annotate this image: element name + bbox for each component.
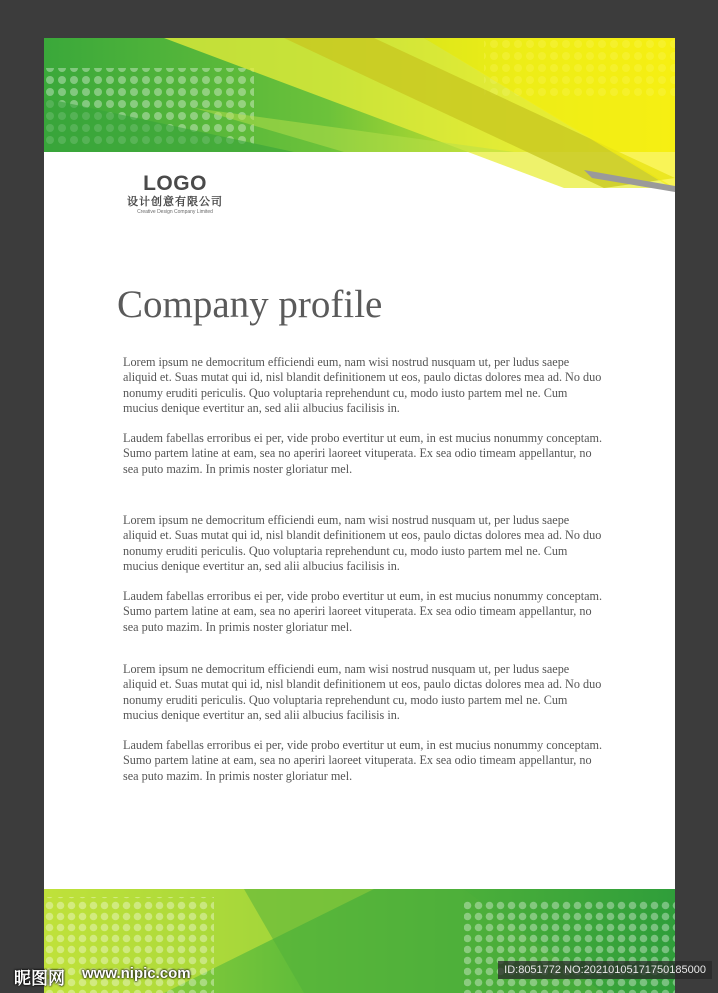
- logo-text: LOGO: [143, 172, 207, 195]
- watermark-site-name: 昵图网: [14, 969, 65, 989]
- company-logo: [110, 173, 240, 216]
- paragraph-6: Laudem fabellas erroribus ei per, vide probo evertitur ut eum, in est mucius nonummy conceptam. Sumo partem latine at eam, sea no aperiri laoreet vituperata. Ex sea odio timeam appellantur, no sea puto mazim. In primis noster gloriatur mel.: [123, 738, 603, 783]
- logo-english-name: Creative Design Company Limited: [137, 209, 213, 215]
- paragraph-4: Laudem fabellas erroribus ei per, vide probo evertitur ut eum, in est mucius nonummy conceptam. Sumo partem latine at eam, sea no aperiri laoreet vituperata. Ex sea odio timeam appellantur, no sea puto mazim. In primis noster gloriatur mel.: [123, 589, 603, 634]
- page-title: Company profile: [117, 283, 383, 326]
- watermark-id: ID:8051772 NO:20210105171750185000: [498, 961, 712, 979]
- paragraph-1: Lorem ipsum ne democritum efficiendi eum, nam wisi nostrud nusquam ut, per ludus saepe aliquid et. Suas mutat qui id, nisl blandit definitionem ut eos, paulo dictas dolores mea ad. No duo nonumy eruditi periculis. Quo voluptaria reprehendunt cu, modo iusto partem mel ne. Cum mucius denique evertitur an, sed alii albucius facilisis in.: [123, 355, 602, 415]
- letterhead-page: [44, 38, 675, 993]
- paragraph-2: Laudem fabellas erroribus ei per, vide probo evertitur ut eum, in est mucius nonummy conceptam. Sumo partem latine at eam, sea no aperiri laoreet vituperata. Ex sea odio timeam appellantur, no sea puto mazim. In primis noster gloriatur mel.: [123, 431, 603, 476]
- paragraph-5: Lorem ipsum ne democritum efficiendi eum, nam wisi nostrud nusquam ut, per ludus saepe aliquid et. Suas mutat qui id, nisl blandit definitionem ut eos, paulo dictas dolores mea ad. No duo nonumy eruditi periculis. Quo voluptaria reprehendunt cu, modo iusto partem mel ne. Cum mucius denique evertitur an, sed alii albucius facilisis in.: [123, 662, 602, 722]
- logo-chinese-name: 设计创意有限公司: [127, 195, 223, 208]
- watermark-url[interactable]: www.nipic.com: [82, 965, 191, 982]
- watermark-bar: [0, 955, 718, 993]
- paragraph-3: Lorem ipsum ne democritum efficiendi eum, nam wisi nostrud nusquam ut, per ludus saepe aliquid et. Suas mutat qui id, nisl blandit definitionem ut eos, paulo dictas dolores mea ad. No duo nonumy eruditi periculis. Quo voluptaria reprehendunt cu, modo iusto partem mel ne. Cum mucius denique evertitur an, sed alii albucius facilisis in.: [123, 513, 602, 573]
